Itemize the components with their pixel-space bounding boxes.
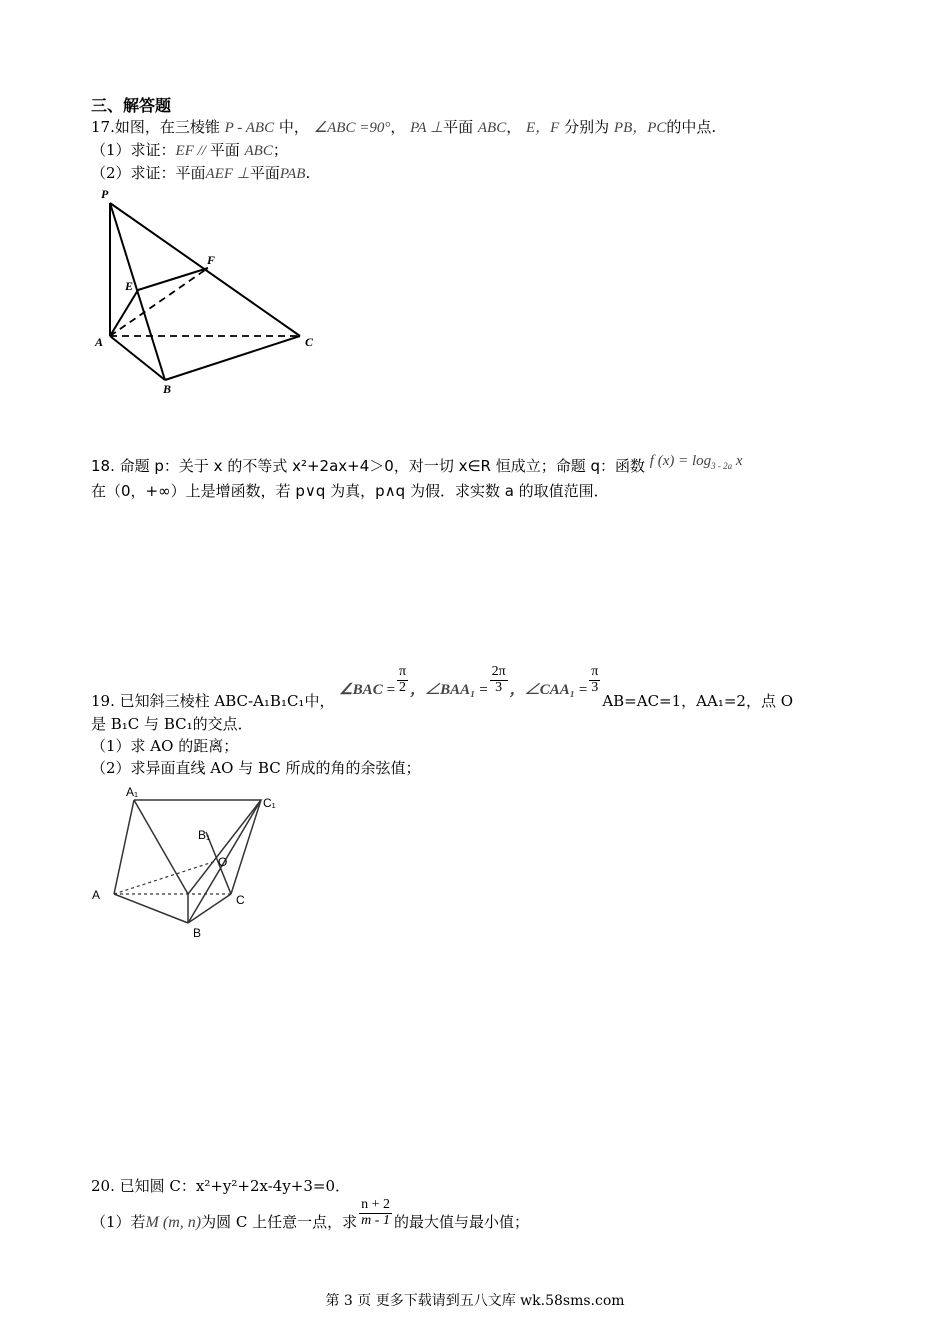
label-c: C [305, 335, 314, 349]
segment-ae [110, 290, 138, 336]
q17-part1-end: ； [272, 141, 288, 159]
q17-number: 17. [91, 118, 115, 136]
q19-frac1-num: π [399, 664, 407, 679]
segment-ef [138, 268, 208, 290]
label-a: A [92, 888, 101, 902]
q20-frac [359, 1198, 392, 1228]
q20-point: M (m, n) [145, 1214, 202, 1232]
label-b: B [163, 382, 172, 396]
q17-part2-plane: 平面 [249, 164, 280, 182]
q17-abc: ABC [477, 120, 507, 136]
label-b1: B₁ [198, 828, 211, 842]
q17-mid: 中， [278, 118, 309, 136]
q17-part1-abc: ABC [244, 143, 273, 159]
q20-part1 [91, 1198, 529, 1242]
q19-line1 [91, 665, 793, 709]
q18-base: 3 - 2a [711, 461, 733, 471]
label-o: O [218, 855, 228, 869]
q19-part1: （1）求 AO 的距离； [91, 737, 239, 755]
q19-frac3-num: π [591, 664, 599, 679]
edge-cc1 [231, 800, 261, 894]
q17-pyramid: P - ABC [224, 120, 275, 136]
q19-frac1 [397, 665, 408, 695]
q17-ef-points: E，F [526, 120, 560, 136]
q17-sep: ， [390, 118, 406, 136]
q17-part2-pab: PAB [279, 166, 306, 182]
q17-angle: ∠ABC =90° [313, 120, 391, 136]
q17-midpoint: 的中点. [666, 118, 717, 136]
q20-frac-num: n + 2 [361, 1197, 391, 1212]
q17-part2-end: . [305, 164, 311, 182]
q19-frac3 [589, 665, 600, 695]
q17-part1-plane: 平面 [209, 141, 240, 159]
q17-part2-math: AEF ⊥ [205, 166, 250, 182]
section-title: 三、解答题 [91, 96, 172, 115]
label-f: F [207, 253, 216, 267]
q17-pyramid-figure [90, 184, 330, 399]
q20-line1: 20. 已知圆 C：x²+y²+2x-4y+3=0． [91, 1177, 351, 1195]
q19-angle-baa: ，∠BAA₁ = [410, 682, 488, 699]
q19-frac2-den: 3 [495, 679, 503, 695]
q17-pb-pc: PB，PC [613, 120, 667, 136]
q20-frac-den: m - 1 [361, 1212, 390, 1228]
q19-prism-figure [88, 782, 293, 942]
label-c: C [236, 893, 245, 907]
page-footer: 第 3 页 更多下载请到五八文库 wk.58sms.com [325, 1293, 625, 1309]
q20-part1-end: 的最大值与最小值； [394, 1213, 530, 1232]
label-a1: A₁ [126, 785, 139, 799]
label-c1: C₁ [263, 796, 276, 810]
q18-func: f (x) = log [649, 453, 712, 469]
label-a: A [95, 335, 104, 349]
q18-line1 [91, 455, 743, 476]
q18-line2: 在（0，+∞）上是增函数，若 p∨q 为真，p∧q 为假．求实数 a 的取值范围． [91, 482, 609, 500]
q19-angle-bac: ∠BAC = [339, 682, 395, 699]
q17-part1-math: EF // [175, 143, 210, 159]
q19-part2: （2）求异面直线 AO 与 BC 所成的角的余弦值； [91, 759, 421, 777]
q17-sep2: ， [506, 118, 522, 136]
q19-frac2-num: 2π [491, 664, 506, 679]
edge-ab [114, 894, 188, 923]
q17-part2-label: （2）求证：平面 [91, 164, 206, 182]
q18-line1-text: 18. 命题 p：关于 x 的不等式 x²+2ax+4＞0，对一切 x∈R 恒成立；命题 q：函数 [91, 457, 646, 475]
q17-part1-label: （1）求证： [91, 141, 176, 159]
edge-aa1 [114, 800, 134, 894]
q20-part1-text: 为圆 C 上任意一点，求 [201, 1213, 358, 1232]
edge-bc [188, 894, 231, 923]
q17-line1 [91, 116, 716, 137]
q19-line1-text: 19. 已知斜三棱柱 ABC-A₁B₁C₁中， [91, 692, 335, 711]
q19-frac2 [490, 665, 508, 695]
edge-ab [110, 336, 165, 380]
q17-part1 [91, 139, 288, 160]
q19-frac3-den: 3 [591, 679, 599, 695]
q17-intro: 如图，在三棱锥 [114, 118, 220, 136]
label-e: E [125, 279, 134, 293]
q17-pa-perp: PA ⊥ [410, 120, 444, 136]
q17-respectively: 分别为 [564, 118, 610, 136]
q19-angle-caa: ，∠CAA₁ = [509, 682, 588, 699]
q19-frac1-den: 2 [399, 679, 407, 695]
top-face [134, 800, 261, 894]
q20-part1-label: （1）若 [91, 1213, 146, 1232]
q18-var: x [732, 453, 743, 469]
q19-line1-tail: AB=AC=1，AA₁=2，点 O [602, 692, 794, 711]
label-p: P [101, 187, 109, 201]
q19-line2: 是 B₁C 与 BC₁的交点． [91, 715, 253, 733]
q17-part2 [91, 162, 310, 183]
label-b: B [193, 926, 202, 940]
q17-plane: 平面 [443, 118, 474, 136]
edge-bc [165, 336, 300, 380]
